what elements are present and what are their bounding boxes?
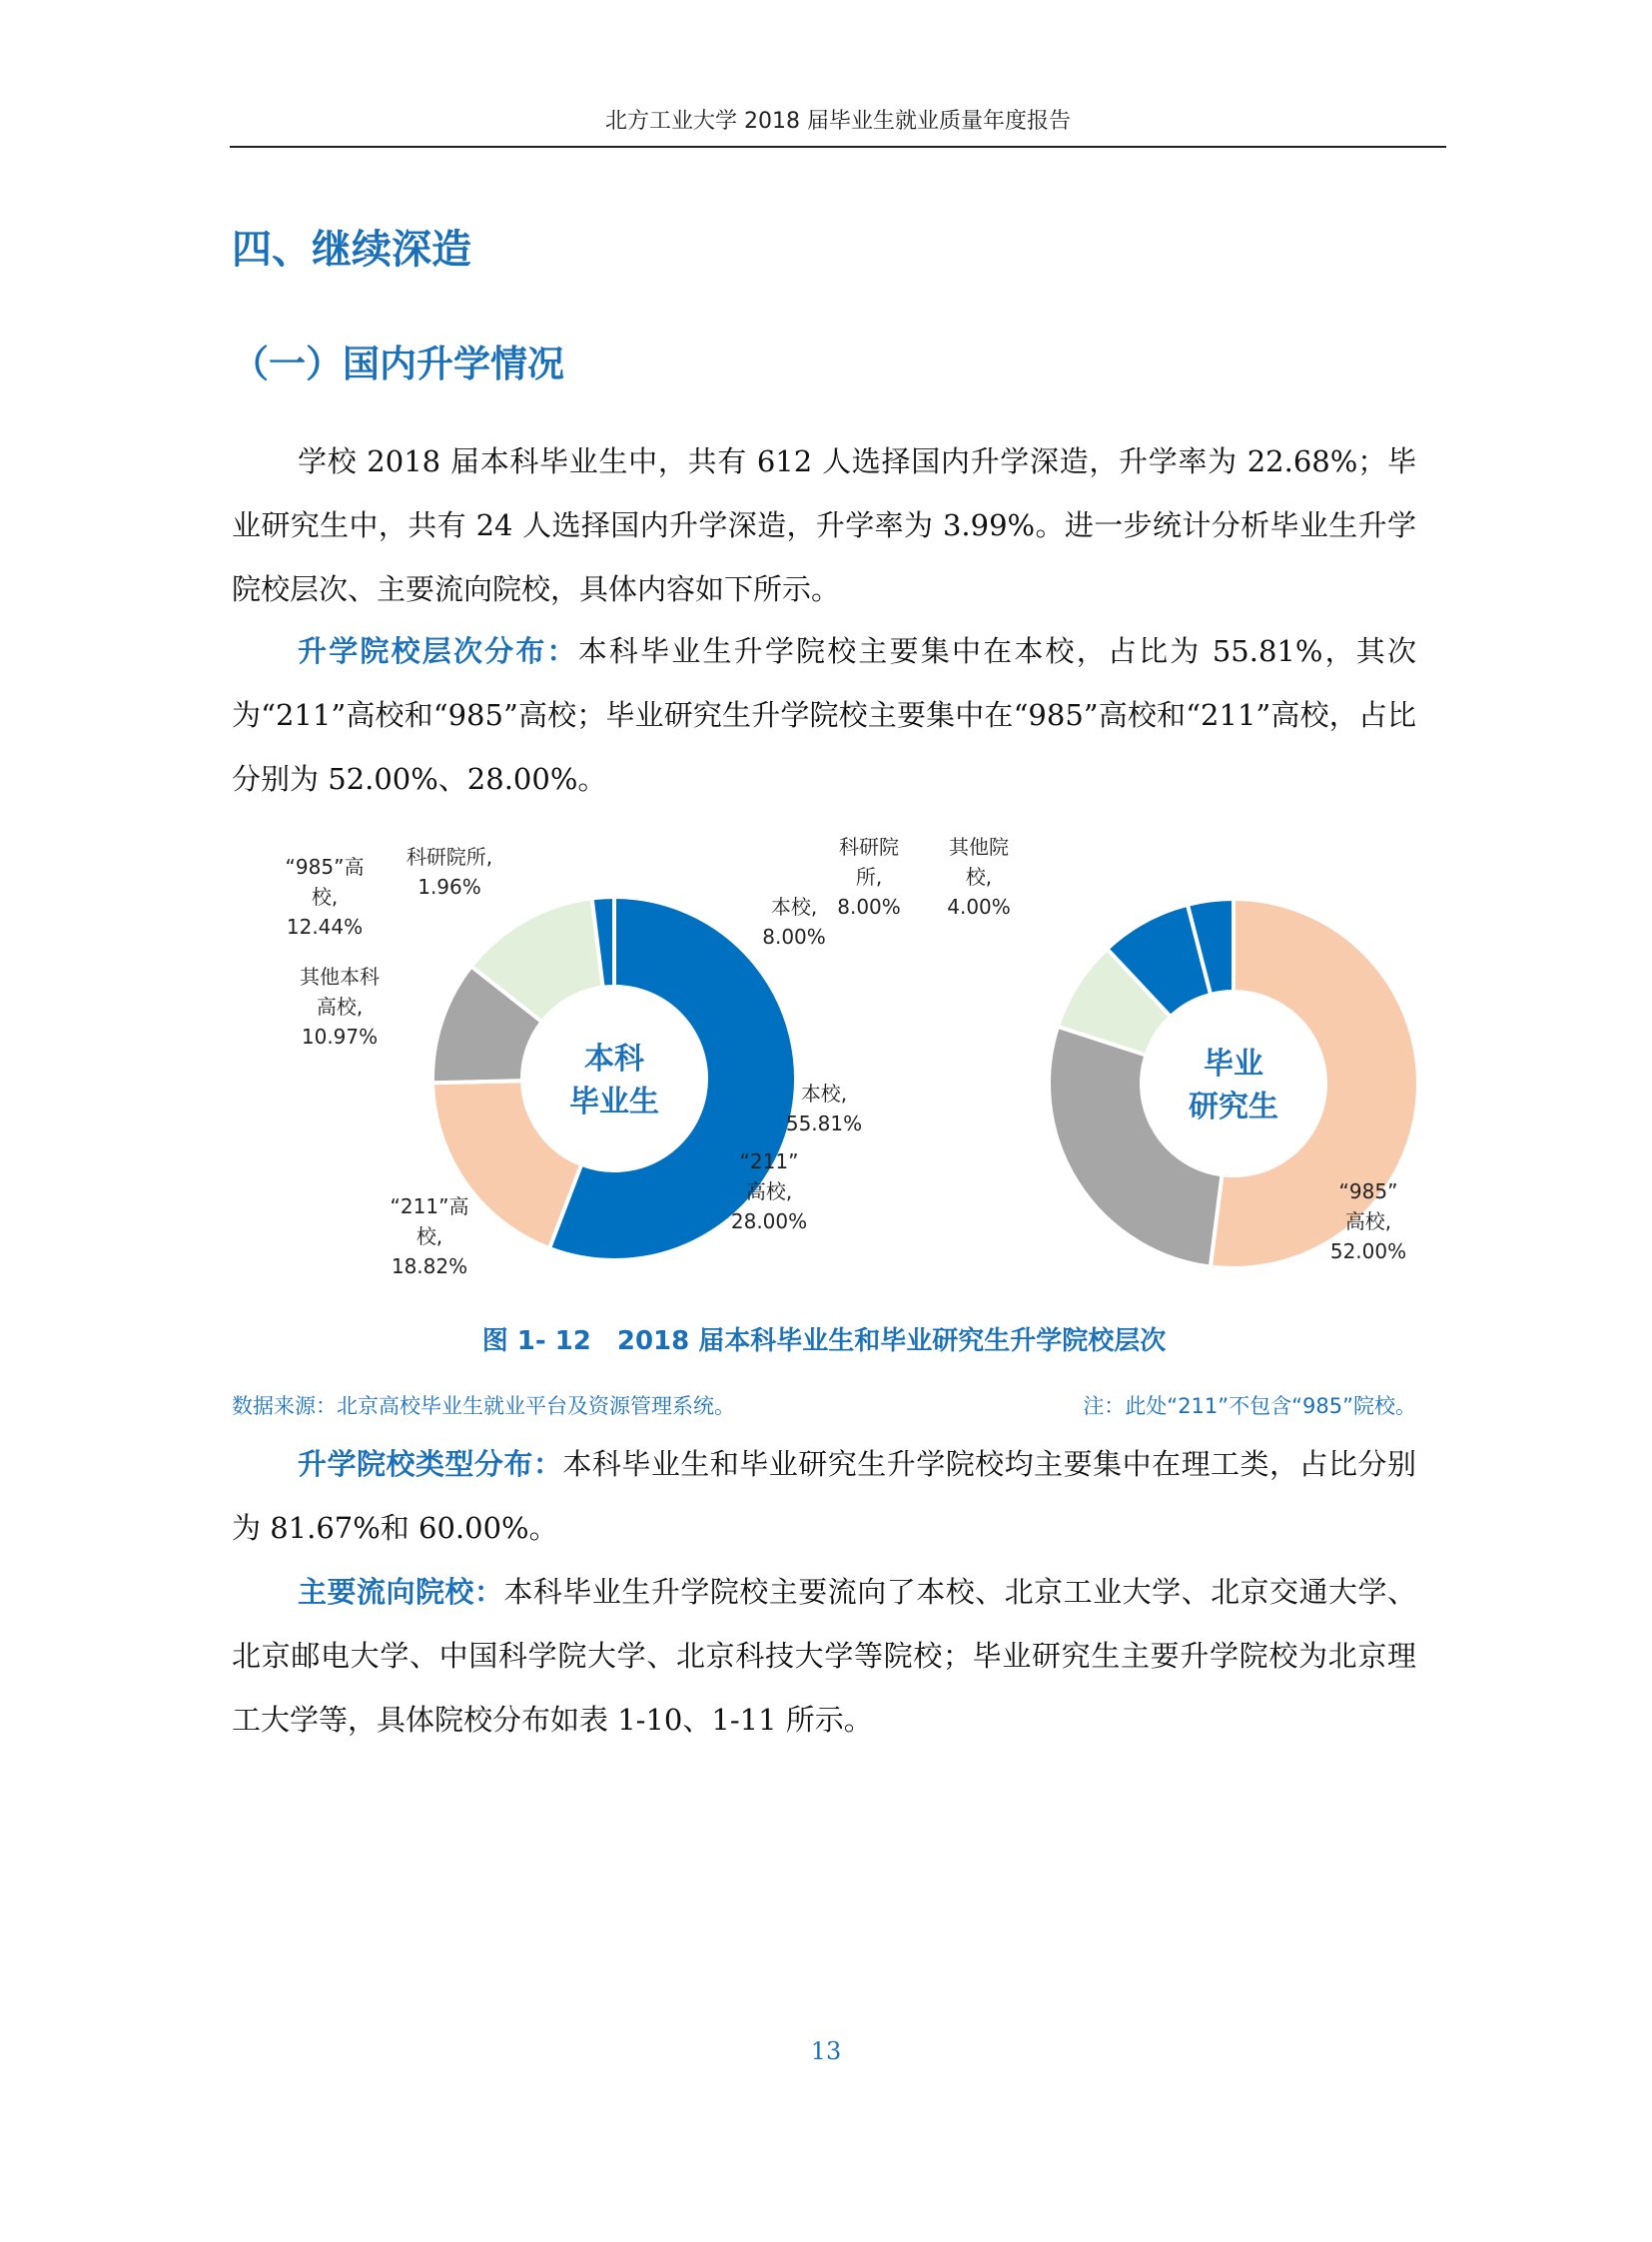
donut-center-label: 研究生 bbox=[1189, 1090, 1278, 1124]
section-title: 四、继续深造 bbox=[232, 227, 471, 273]
page-number: 13 bbox=[810, 2037, 842, 2065]
subsection-title: （一）国内升学情况 bbox=[232, 343, 564, 385]
slice-label: 其他本科高校, 10.97% bbox=[300, 965, 380, 1049]
paragraph-body: 本科毕业生升学院校主要集中在本校，占比为 55.81%，其次为“211”高校和“985”高校；毕业研究生升学院校主要集中在“985”高校和“211”高校，占比分别为 52.00%、28.00%。 bbox=[232, 634, 1416, 796]
running-header: 北方工业大学 2018 届毕业生就业质量年度报告 bbox=[605, 109, 1071, 134]
paragraph-intro: 学校 2018 届本科毕业生中，共有 612 人选择国内升学深造，升学率为 22.68%；毕业研究生中，共有 24 人选择国内升学深造，升学率为 3.99%。进一步统计分析毕业生升学院校层次、主要流向院校，具体内容如下所示。 bbox=[232, 444, 1416, 606]
slice-label: 本校, 55.81% bbox=[785, 1082, 863, 1135]
donut-center-label: 本科 bbox=[584, 1042, 644, 1077]
slice-label: “211”高校, 28.00% bbox=[730, 1149, 808, 1233]
slice-label: 本校, 8.00% bbox=[762, 895, 826, 949]
slice-label: “211”高校, 18.82% bbox=[390, 1194, 469, 1278]
slice-label: 其他院校, 4.00% bbox=[947, 835, 1011, 919]
slice-label: 科研院所, 1.96% bbox=[406, 845, 493, 899]
paragraph-lead: 升学院校层次分布： bbox=[298, 634, 578, 668]
donut-slice bbox=[1049, 1027, 1222, 1267]
donut-slice bbox=[432, 1081, 581, 1248]
paragraph-body: 本科毕业生和毕业研究生升学院校均主要集中在理工类，占比分别为 81.67%和 60.00%。 bbox=[232, 1447, 1416, 1545]
donut-center-label: 毕业 bbox=[1204, 1047, 1263, 1082]
figure-note: 注：此处“211”不包含“985”院校。 bbox=[1083, 1394, 1416, 1418]
slice-label: “985”高校, 12.44% bbox=[285, 855, 365, 939]
paragraph-main-destinations bbox=[232, 1560, 1416, 1752]
figure-caption: 图 1- 12 2018 届本科毕业生和毕业研究生升学院校层次 bbox=[481, 1326, 1167, 1356]
slice-label: “985”高校, 52.00% bbox=[1329, 1179, 1407, 1263]
header-rule bbox=[230, 146, 1446, 148]
undergraduate-donut-chart bbox=[285, 829, 909, 1298]
donut-center-label: 毕业生 bbox=[569, 1085, 659, 1120]
paragraph-type-distribution bbox=[232, 1432, 1416, 1560]
data-source: 数据来源：北京高校毕业生就业平台及资源管理系统。 bbox=[232, 1394, 735, 1418]
slice-label: 科研院所, 8.00% bbox=[837, 835, 901, 919]
paragraph-lead: 升学院校类型分布： bbox=[298, 1447, 563, 1481]
paragraph-level-distribution bbox=[232, 619, 1416, 811]
paragraph-body: 本科毕业生升学院校主要流向了本校、北京工业大学、北京交通大学、北京邮电大学、中国科学院大学、北京科技大学等院校；毕业研究生主要升学院校为北京理工大学等，具体院校分布如表 1-10、1-11 所示。 bbox=[232, 1575, 1416, 1737]
paragraph-lead: 主要流向院校： bbox=[298, 1575, 504, 1609]
